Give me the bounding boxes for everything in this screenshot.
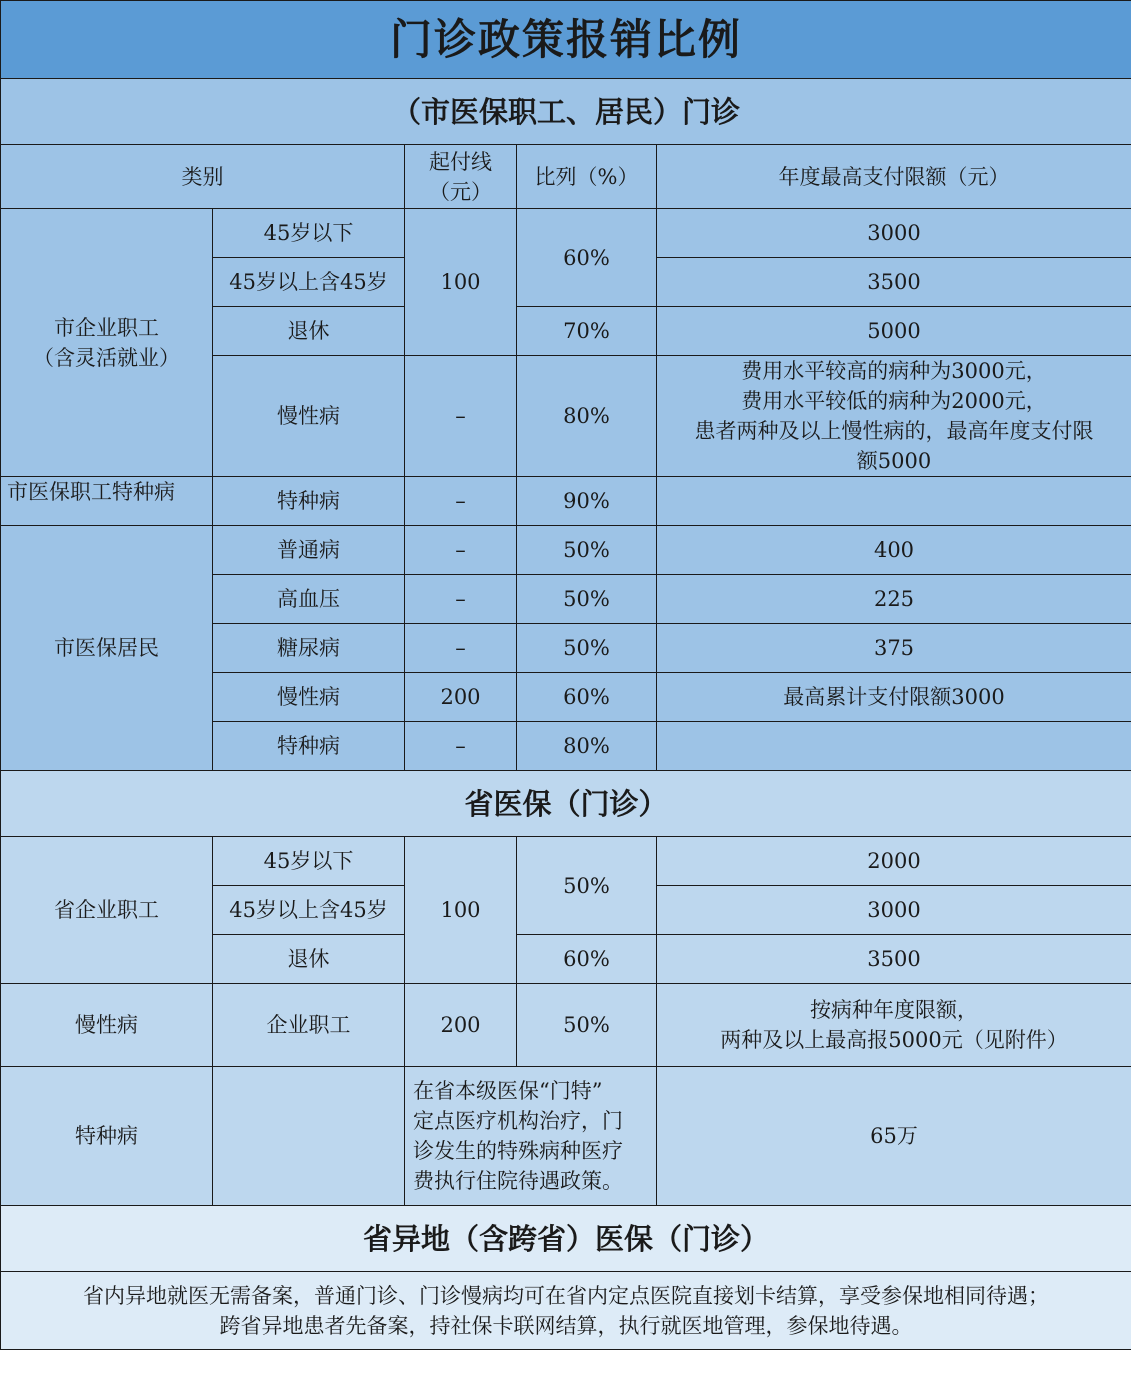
province-chronic-sub: 企业职工 xyxy=(213,984,405,1067)
city-resident-label: 市医保居民 xyxy=(1,526,213,771)
city-special-employee-label: 市医保职工特种病 xyxy=(1,477,213,526)
city-employee-limit-retired: 5000 xyxy=(657,307,1131,356)
column-header-limit: 年度最高支付限额（元） xyxy=(657,145,1131,209)
city-special-employee-deductible: – xyxy=(405,477,517,526)
province-chronic-label: 慢性病 xyxy=(1,984,213,1067)
province-special-note-line1: 在省本级医保“门特” xyxy=(413,1079,603,1103)
city-employee-sub-chronic: 慢性病 xyxy=(213,356,405,477)
province-employee-limit-retired: 3500 xyxy=(657,935,1131,984)
resident-row-deductible: – xyxy=(405,722,517,771)
resident-row-limit: 225 xyxy=(657,575,1131,624)
page-title: 门诊政策报销比例 xyxy=(1,1,1131,79)
chronic-limit-line4: 额5000 xyxy=(856,449,932,473)
resident-row-deductible: – xyxy=(405,526,517,575)
remote-section-header: 省异地（含跨省）医保（门诊） xyxy=(1,1206,1131,1272)
province-chronic-limit-line1: 按病种年度限额， xyxy=(810,998,978,1022)
chronic-limit-line1: 费用水平较高的病种为3000元， xyxy=(741,359,1047,383)
city-employee-sub-retired: 退休 xyxy=(213,307,405,356)
city-special-employee-limit xyxy=(657,477,1131,526)
resident-row-ratio: 50% xyxy=(517,526,657,575)
city-special-employee-sub: 特种病 xyxy=(213,477,405,526)
resident-row-deductible: – xyxy=(405,575,517,624)
resident-row-sub: 高血压 xyxy=(213,575,405,624)
province-employee-limit-young: 2000 xyxy=(657,837,1131,886)
resident-row-sub: 糖尿病 xyxy=(213,624,405,673)
column-header-ratio: 比列（%） xyxy=(517,145,657,209)
province-employee-sub-middle: 45岁以上含45岁 xyxy=(213,886,405,935)
province-employee-sub-retired: 退休 xyxy=(213,935,405,984)
resident-row-limit: 400 xyxy=(657,526,1131,575)
province-employee-deductible: 100 xyxy=(405,837,517,984)
city-employee-label-line1: 市企业职工 xyxy=(54,315,159,340)
city-employee-label xyxy=(1,209,213,477)
province-chronic-limit-line2: 两种及以上最高报5000元（见附件） xyxy=(720,1028,1068,1052)
province-section-header: 省医保（门诊） xyxy=(1,771,1131,837)
city-employee-limit-young: 3000 xyxy=(657,209,1131,258)
column-header-deductible-line2: （元） xyxy=(429,179,492,204)
province-special-note xyxy=(405,1067,657,1206)
city-special-employee-ratio: 90% xyxy=(517,477,657,526)
chronic-limit-line2: 费用水平较低的病种为2000元， xyxy=(741,389,1047,413)
resident-row-sub: 特种病 xyxy=(213,722,405,771)
province-special-limit: 65万 xyxy=(657,1067,1131,1206)
city-employee-ratio-retired: 70% xyxy=(517,307,657,356)
chronic-limit-line3: 患者两种及以上慢性病的，最高年度支付限 xyxy=(694,419,1094,443)
resident-row-limit: 最高累计支付限额3000 xyxy=(657,673,1131,722)
province-employee-limit-middle: 3000 xyxy=(657,886,1131,935)
column-header-category: 类别 xyxy=(1,145,405,209)
province-special-note-line3: 诊发生的特殊病种医疗 xyxy=(413,1139,623,1163)
city-employee-label-line2: （含灵活就业） xyxy=(33,345,180,370)
city-employee-chronic-limit xyxy=(657,356,1131,477)
resident-row-limit: 375 xyxy=(657,624,1131,673)
province-employee-ratio-retired: 60% xyxy=(517,935,657,984)
city-employee-sub-young: 45岁以下 xyxy=(213,209,405,258)
resident-row-ratio: 80% xyxy=(517,722,657,771)
province-special-note-line2: 定点医疗机构治疗，门 xyxy=(413,1109,623,1133)
city-employee-deductible: 100 xyxy=(405,209,517,356)
resident-row-ratio: 60% xyxy=(517,673,657,722)
remote-note xyxy=(1,1272,1131,1350)
resident-row-deductible: 200 xyxy=(405,673,517,722)
resident-row-sub: 慢性病 xyxy=(213,673,405,722)
city-employee-chronic-deductible: – xyxy=(405,356,517,477)
resident-row-deductible: – xyxy=(405,624,517,673)
province-special-note-line4: 费执行住院待遇政策。 xyxy=(413,1169,623,1193)
province-employee-sub-young: 45岁以下 xyxy=(213,837,405,886)
city-employee-limit-middle: 3500 xyxy=(657,258,1131,307)
province-chronic-ratio: 50% xyxy=(517,984,657,1067)
province-employee-label: 省企业职工 xyxy=(1,837,213,984)
column-header-deductible xyxy=(405,145,517,209)
province-chronic-limit xyxy=(657,984,1131,1067)
resident-row-ratio: 50% xyxy=(517,624,657,673)
city-employee-chronic-ratio: 80% xyxy=(517,356,657,477)
city-employee-ratio-young: 60% xyxy=(517,209,657,307)
province-special-label: 特种病 xyxy=(1,1067,213,1206)
remote-note-line2: 跨省异地患者先备案，持社保卡联网结算，执行就医地管理，参保地待遇。 xyxy=(219,1313,913,1338)
province-chronic-deductible: 200 xyxy=(405,984,517,1067)
remote-note-line1: 省内异地就医无需备案，普通门诊、门诊慢病均可在省内定点医院直接划卡结算，享受参保地相同待遇； xyxy=(83,1283,1049,1308)
column-header-deductible-line1: 起付线 xyxy=(429,149,492,174)
city-employee-sub-middle: 45岁以上含45岁 xyxy=(213,258,405,307)
city-section-header: （市医保职工、居民）门诊 xyxy=(1,79,1131,145)
province-special-sub xyxy=(213,1067,405,1206)
province-employee-ratio-young: 50% xyxy=(517,837,657,935)
resident-row-ratio: 50% xyxy=(517,575,657,624)
resident-row-sub: 普通病 xyxy=(213,526,405,575)
resident-row-limit xyxy=(657,722,1131,771)
